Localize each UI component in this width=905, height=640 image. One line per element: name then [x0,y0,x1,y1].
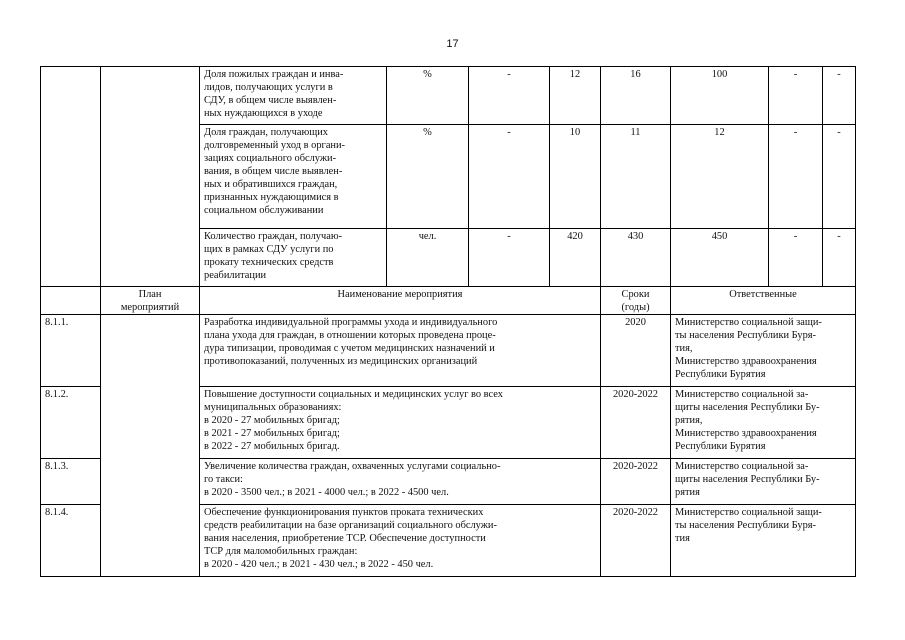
indicator-value: 12 [671,125,769,229]
indicator-row [41,67,856,125]
empty-cell [41,67,101,287]
empty-cell [101,315,200,577]
indicator-value: 10 [550,125,601,229]
event-terms: 2020 [601,315,671,387]
program-table [40,66,856,577]
page-number: 17 [446,38,459,50]
indicator-value: 450 [671,229,769,287]
empty-cell [101,67,200,287]
indicator-unit: % [387,67,469,125]
indicator-value: - [769,67,823,125]
event-number: 8.1.3. [41,459,101,505]
header-responsible: Ответственные [671,287,856,315]
indicator-value: 16 [601,67,671,125]
event-responsible: Министерство социальной за- щиты населения Республики Бу- рятия, Министерство здравоохранения Республики Бурятия [671,387,856,459]
empty-cell [41,287,101,315]
indicator-name: Доля пожилых граждан и инва- лидов, получающих услуги в СДУ, в общем числе выявлен- ных нуждающихся в уходе [200,67,387,125]
event-row [41,315,856,387]
indicator-value: - [823,125,856,229]
event-responsible: Министерство социальной защи- ты населения Республики Буря- тия [671,505,856,577]
events-header-row [41,287,856,315]
indicator-value: - [823,229,856,287]
indicator-value: - [469,67,550,125]
indicator-value: - [769,125,823,229]
indicator-value: 12 [550,67,601,125]
event-number: 8.1.2. [41,387,101,459]
event-responsible: Министерство социальной защи- ты населения Республики Буря- тия, Министерство здравоохранения Республики Бурятия [671,315,856,387]
indicator-value: - [769,229,823,287]
indicator-value: - [469,229,550,287]
indicator-value: 430 [601,229,671,287]
indicator-value: 420 [550,229,601,287]
indicator-name: Доля граждан, получающих долговременный уход в органи- зациях социального обслужи- вания, в общем числе выявлен- ных и обратившихся граждан, признанных нуждающимися в социальном обслуживании [200,125,387,229]
header-event-name: Наименование мероприятия [200,287,601,315]
event-terms: 2020-2022 [601,387,671,459]
indicator-name: Количество граждан, получаю- щих в рамках СДУ услуги по прокату технических средств реабилитации [200,229,387,287]
indicator-unit: % [387,125,469,229]
event-name: Разработка индивидуальной программы ухода и индивидуального плана ухода для граждан, в отношении которых проведена проце- дура типизации, проводимая с учетом медицинских назначений и противопоказаний, полученных из медицинских организаций [200,315,601,387]
event-terms: 2020-2022 [601,459,671,505]
event-name: Повышение доступности социальных и медицинских услуг во всех муниципальных образованиях: в 2020 - 27 мобильных бригад; в 2021 - 27 мобильных бригад; в 2022 - 27 мобильных бригад. [200,387,601,459]
event-number: 8.1.1. [41,315,101,387]
event-name: Обеспечение функционирования пунктов проката технических средств реабилитации на базе организаций социального обслужи- вания населения, приобретение ТСР. Обеспечение доступности ТСР для маломобильных граждан: в 2020 - 420 чел.; в 2021 - 430 чел.; в 2022 - 450 чел. [200,505,601,577]
event-number: 8.1.4. [41,505,101,577]
event-name: Увеличение количества граждан, охваченных услугами социально- го такси: в 2020 - 3500 чел.; в 2021 - 4000 чел.; в 2022 - 4500 чел. [200,459,601,505]
indicator-value: - [469,125,550,229]
event-terms: 2020-2022 [601,505,671,577]
indicator-value: - [823,67,856,125]
header-terms: Сроки (годы) [601,287,671,315]
header-plan: План мероприятий [101,287,200,315]
indicator-unit: чел. [387,229,469,287]
event-responsible: Министерство социальной за- щиты населения Республики Бу- рятия [671,459,856,505]
indicator-value: 100 [671,67,769,125]
indicator-value: 11 [601,125,671,229]
